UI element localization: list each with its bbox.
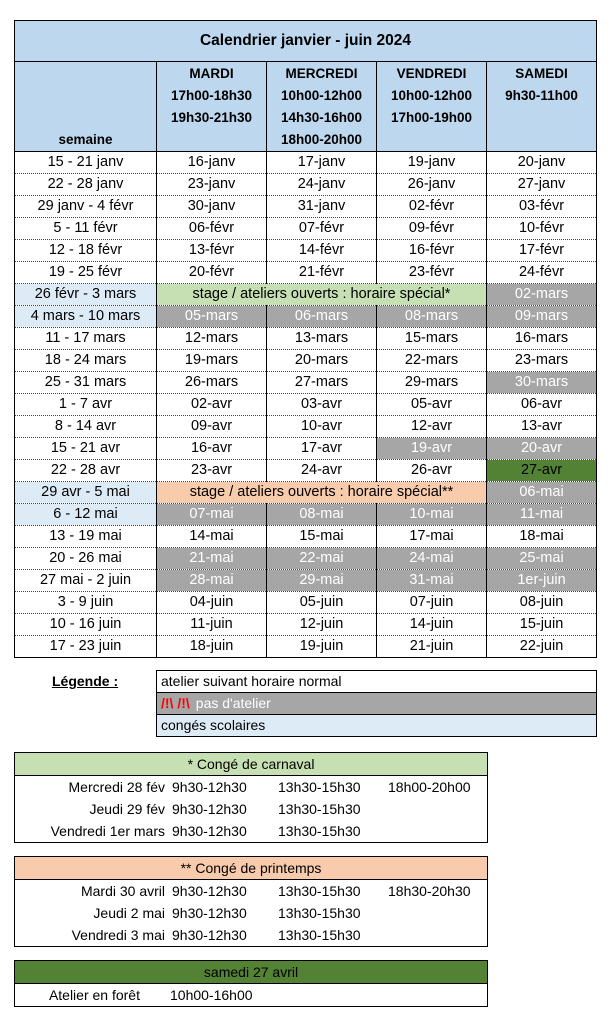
date-cell: 19-avr: [377, 438, 487, 460]
date-cell: 10-mai: [377, 504, 487, 526]
date-cell: 16-févr: [377, 240, 487, 262]
date-cell: 18-mai: [487, 526, 597, 548]
schedule-hours: 9h30-12h30: [172, 801, 247, 817]
hours: 18h00-20h00: [280, 132, 363, 147]
schedule-row: [15, 776, 487, 798]
legend-no-workshop: [157, 693, 596, 715]
date-cell: 24-févr: [487, 262, 597, 284]
date-cell: 07-févr: [267, 218, 377, 240]
forest-title: samedi 27 avril: [15, 961, 487, 984]
date-cell: 22-mai: [267, 548, 377, 570]
schedule-row: [15, 902, 487, 924]
date-cell: 27-mars: [267, 372, 377, 394]
date-cell: 29-mai: [267, 570, 377, 592]
calendar-row: [15, 174, 597, 196]
legend-holidays: congés scolaires: [157, 715, 596, 736]
date-cell: 17-févr: [487, 240, 597, 262]
calendar-row: [15, 504, 597, 526]
date-cell: 03-avr: [267, 394, 377, 416]
schedule-day: Mercredi 28 fév: [68, 779, 165, 795]
week-cell: 17 - 23 juin: [15, 636, 157, 658]
date-cell: 21-mai: [157, 548, 267, 570]
special-schedule-cell: stage / ateliers ouverts : horaire spécial*: [157, 284, 487, 306]
date-cell: 19-mars: [157, 350, 267, 372]
calendar-row: [15, 284, 597, 306]
week-cell: 26 févr - 3 mars: [15, 284, 157, 306]
calendar-body: [15, 152, 597, 658]
date-cell: 24-avr: [267, 460, 377, 482]
date-cell: 17-janv: [267, 152, 377, 174]
schedule-hours: 13h30-15h30: [278, 801, 361, 817]
date-cell: 12-mars: [157, 328, 267, 350]
week-cell: 3 - 9 juin: [15, 592, 157, 614]
schedule-hours: 9h30-12h30: [172, 905, 247, 921]
date-cell: 22-mars: [377, 350, 487, 372]
date-cell: 07-juin: [377, 592, 487, 614]
schedule-row: [15, 798, 487, 820]
week-cell: 6 - 12 mai: [15, 504, 157, 526]
calendar-row: [15, 218, 597, 240]
date-cell: 15-mai: [267, 526, 377, 548]
date-cell: 20-janv: [487, 152, 597, 174]
hours: 10h00-12h00: [280, 88, 363, 103]
date-cell: 20-mars: [267, 350, 377, 372]
date-cell: 26-mars: [157, 372, 267, 394]
date-cell: 28-mai: [157, 570, 267, 592]
date-cell: 05-avr: [377, 394, 487, 416]
week-cell: 22 - 28 avr: [15, 460, 157, 482]
legend: [156, 670, 597, 737]
week-header: semaine: [15, 62, 157, 152]
week-cell: 25 - 31 mars: [15, 372, 157, 394]
date-cell: 12-avr: [377, 416, 487, 438]
date-cell: 14-mai: [157, 526, 267, 548]
date-cell: 13-avr: [487, 416, 597, 438]
date-cell: 20-avr: [487, 438, 597, 460]
schedule-day: Jeudi 29 fév: [89, 801, 165, 817]
week-cell: 19 - 25 févr: [15, 262, 157, 284]
date-cell: 08-mars: [377, 306, 487, 328]
week-cell: 15 - 21 avr: [15, 438, 157, 460]
week-cell: 12 - 18 févr: [15, 240, 157, 262]
schedule-hours: 13h30-15h30: [278, 927, 361, 943]
date-cell: 06-mars: [267, 306, 377, 328]
schedule-hours: 9h30-12h30: [172, 927, 247, 943]
date-cell: 16-mars: [487, 328, 597, 350]
date-cell: 24-mai: [377, 548, 487, 570]
schedule-hours: 13h30-15h30: [278, 779, 361, 795]
week-cell: 11 - 17 mars: [15, 328, 157, 350]
date-cell: 31-mai: [377, 570, 487, 592]
date-cell: 03-févr: [487, 196, 597, 218]
date-cell: 05-juin: [267, 592, 377, 614]
schedule-row: [15, 924, 487, 946]
calendar-row: [15, 240, 597, 262]
date-cell: 13-mars: [267, 328, 377, 350]
date-cell: 13-févr: [157, 240, 267, 262]
calendar-row: [15, 306, 597, 328]
week-cell: 27 mai - 2 juin: [15, 570, 157, 592]
schedule-day: Jeudi 2 mai: [93, 905, 165, 921]
calendar-row: [15, 416, 597, 438]
day-header-wednesday: [267, 62, 377, 152]
date-cell: 04-juin: [157, 592, 267, 614]
week-cell: 15 - 21 janv: [15, 152, 157, 174]
week-cell: 13 - 19 mai: [15, 526, 157, 548]
date-cell: 1er-juin: [487, 570, 597, 592]
header-row: [15, 62, 597, 152]
date-cell: 16-janv: [157, 152, 267, 174]
schedule-day: Mardi 30 avril: [80, 883, 165, 899]
calendar-row: [15, 570, 597, 592]
date-cell: 09-avr: [157, 416, 267, 438]
date-cell: 15-mars: [377, 328, 487, 350]
date-cell: 30-mars: [487, 372, 597, 394]
week-cell: 29 janv - 4 févr: [15, 196, 157, 218]
date-cell: 02-févr: [377, 196, 487, 218]
schedule-row: [15, 880, 487, 902]
schedule-hours: 9h30-12h30: [172, 883, 247, 899]
date-cell: 06-mai: [487, 482, 597, 504]
date-cell: 10-févr: [487, 218, 597, 240]
day-name: VENDREDI: [396, 66, 467, 81]
week-cell: 8 - 14 avr: [15, 416, 157, 438]
special-schedule-cell: stage / ateliers ouverts : horaire spécial**: [157, 482, 487, 504]
date-cell: 09-mars: [487, 306, 597, 328]
legend-normal: atelier suivant horaire normal: [157, 671, 596, 693]
week-cell: 20 - 26 mai: [15, 548, 157, 570]
date-cell: 15-juin: [487, 614, 597, 636]
carnival-schedule: [14, 752, 488, 843]
date-cell: 14-juin: [377, 614, 487, 636]
carnival-title: * Congé de carnaval: [15, 753, 487, 776]
date-cell: 31-janv: [267, 196, 377, 218]
date-cell: 16-avr: [157, 438, 267, 460]
schedule-row: [15, 984, 487, 1006]
calendar-table: [14, 20, 597, 658]
schedule-hours: 18h30-20h30: [388, 883, 471, 899]
schedule-day: Vendredi 3 mai: [71, 927, 165, 943]
calendar-row: [15, 152, 597, 174]
schedule-hours: 10h00-16h00: [170, 987, 253, 1003]
hours: 19h30-21h30: [170, 110, 253, 125]
day-name: MARDI: [189, 66, 234, 81]
schedule-hours: 13h30-15h30: [278, 905, 361, 921]
day-name: MERCREDI: [285, 66, 358, 81]
calendar-row: [15, 350, 597, 372]
date-cell: 17-mai: [377, 526, 487, 548]
date-cell: 06-avr: [487, 394, 597, 416]
schedule-hours: 13h30-15h30: [278, 883, 361, 899]
date-cell: 14-févr: [267, 240, 377, 262]
week-cell: 22 - 28 janv: [15, 174, 157, 196]
date-cell: 27-avr: [487, 460, 597, 482]
date-cell: 23-avr: [157, 460, 267, 482]
schedule-hours: 13h30-15h30: [278, 823, 361, 839]
date-cell: 09-févr: [377, 218, 487, 240]
warning-icon: /!\ /!\: [161, 695, 190, 711]
calendar-row: [15, 548, 597, 570]
date-cell: 19-janv: [377, 152, 487, 174]
date-cell: 23-févr: [377, 262, 487, 284]
date-cell: 21-févr: [267, 262, 377, 284]
date-cell: 06-févr: [157, 218, 267, 240]
date-cell: 12-juin: [267, 614, 377, 636]
calendar-row: [15, 438, 597, 460]
date-cell: 08-juin: [487, 592, 597, 614]
calendar-row: [15, 526, 597, 548]
calendar-row: [15, 262, 597, 284]
spring-schedule: [14, 856, 488, 947]
date-cell: 18-juin: [157, 636, 267, 658]
date-cell: 20-févr: [157, 262, 267, 284]
hours: 17h00-18h30: [170, 88, 253, 103]
calendar-row: [15, 196, 597, 218]
hours: 14h30-16h00: [280, 110, 363, 125]
date-cell: 29-mars: [377, 372, 487, 394]
calendar-title: Calendrier janvier - juin 2024: [15, 21, 597, 62]
date-cell: 10-avr: [267, 416, 377, 438]
date-cell: 02-avr: [157, 394, 267, 416]
day-header-saturday: [487, 62, 597, 152]
week-cell: 4 mars - 10 mars: [15, 306, 157, 328]
hours: 10h00-12h00: [390, 88, 473, 103]
date-cell: 08-mai: [267, 504, 377, 526]
spring-title: ** Congé de printemps: [15, 857, 487, 880]
calendar-row: [15, 614, 597, 636]
date-cell: 11-mai: [487, 504, 597, 526]
calendar-row: [15, 394, 597, 416]
date-cell: 17-avr: [267, 438, 377, 460]
date-cell: 23-janv: [157, 174, 267, 196]
schedule-hours: 9h30-12h30: [172, 823, 247, 839]
date-cell: 30-janv: [157, 196, 267, 218]
calendar-row: [15, 636, 597, 658]
date-cell: 02-mars: [487, 284, 597, 306]
date-cell: 23-mars: [487, 350, 597, 372]
calendar-row: [15, 592, 597, 614]
calendar-row: [15, 328, 597, 350]
day-header-friday: [377, 62, 487, 152]
schedule-hours: 9h30-12h30: [172, 779, 247, 795]
calendar-row: [15, 372, 597, 394]
date-cell: 22-juin: [487, 636, 597, 658]
schedule-day: Vendredi 1er mars: [50, 823, 165, 839]
week-cell: 18 - 24 mars: [15, 350, 157, 372]
date-cell: 24-janv: [267, 174, 377, 196]
forest-schedule: [14, 960, 488, 1007]
week-cell: 1 - 7 avr: [15, 394, 157, 416]
date-cell: 11-juin: [157, 614, 267, 636]
date-cell: 05-mars: [157, 306, 267, 328]
week-cell: 29 avr - 5 mai: [15, 482, 157, 504]
date-cell: 27-janv: [487, 174, 597, 196]
calendar-row: [15, 482, 597, 504]
date-cell: 25-mai: [487, 548, 597, 570]
schedule-row: [15, 820, 487, 842]
hours: 9h30-11h00: [505, 88, 578, 103]
date-cell: 26-janv: [377, 174, 487, 196]
schedule-hours: 18h00-20h00: [388, 779, 471, 795]
date-cell: 26-avr: [377, 460, 487, 482]
week-cell: 10 - 16 juin: [15, 614, 157, 636]
calendar-row: [15, 460, 597, 482]
hours: 17h00-19h00: [390, 110, 473, 125]
legend-no-workshop-label: pas d'atelier: [195, 695, 271, 711]
schedule-day: Atelier en forêt: [48, 987, 140, 1003]
date-cell: 19-juin: [267, 636, 377, 658]
day-header-tuesday: [157, 62, 267, 152]
date-cell: 07-mai: [157, 504, 267, 526]
week-cell: 5 - 11 févr: [15, 218, 157, 240]
legend-title: Légende :: [52, 673, 119, 689]
day-name: SAMEDI: [515, 66, 568, 81]
date-cell: 21-juin: [377, 636, 487, 658]
